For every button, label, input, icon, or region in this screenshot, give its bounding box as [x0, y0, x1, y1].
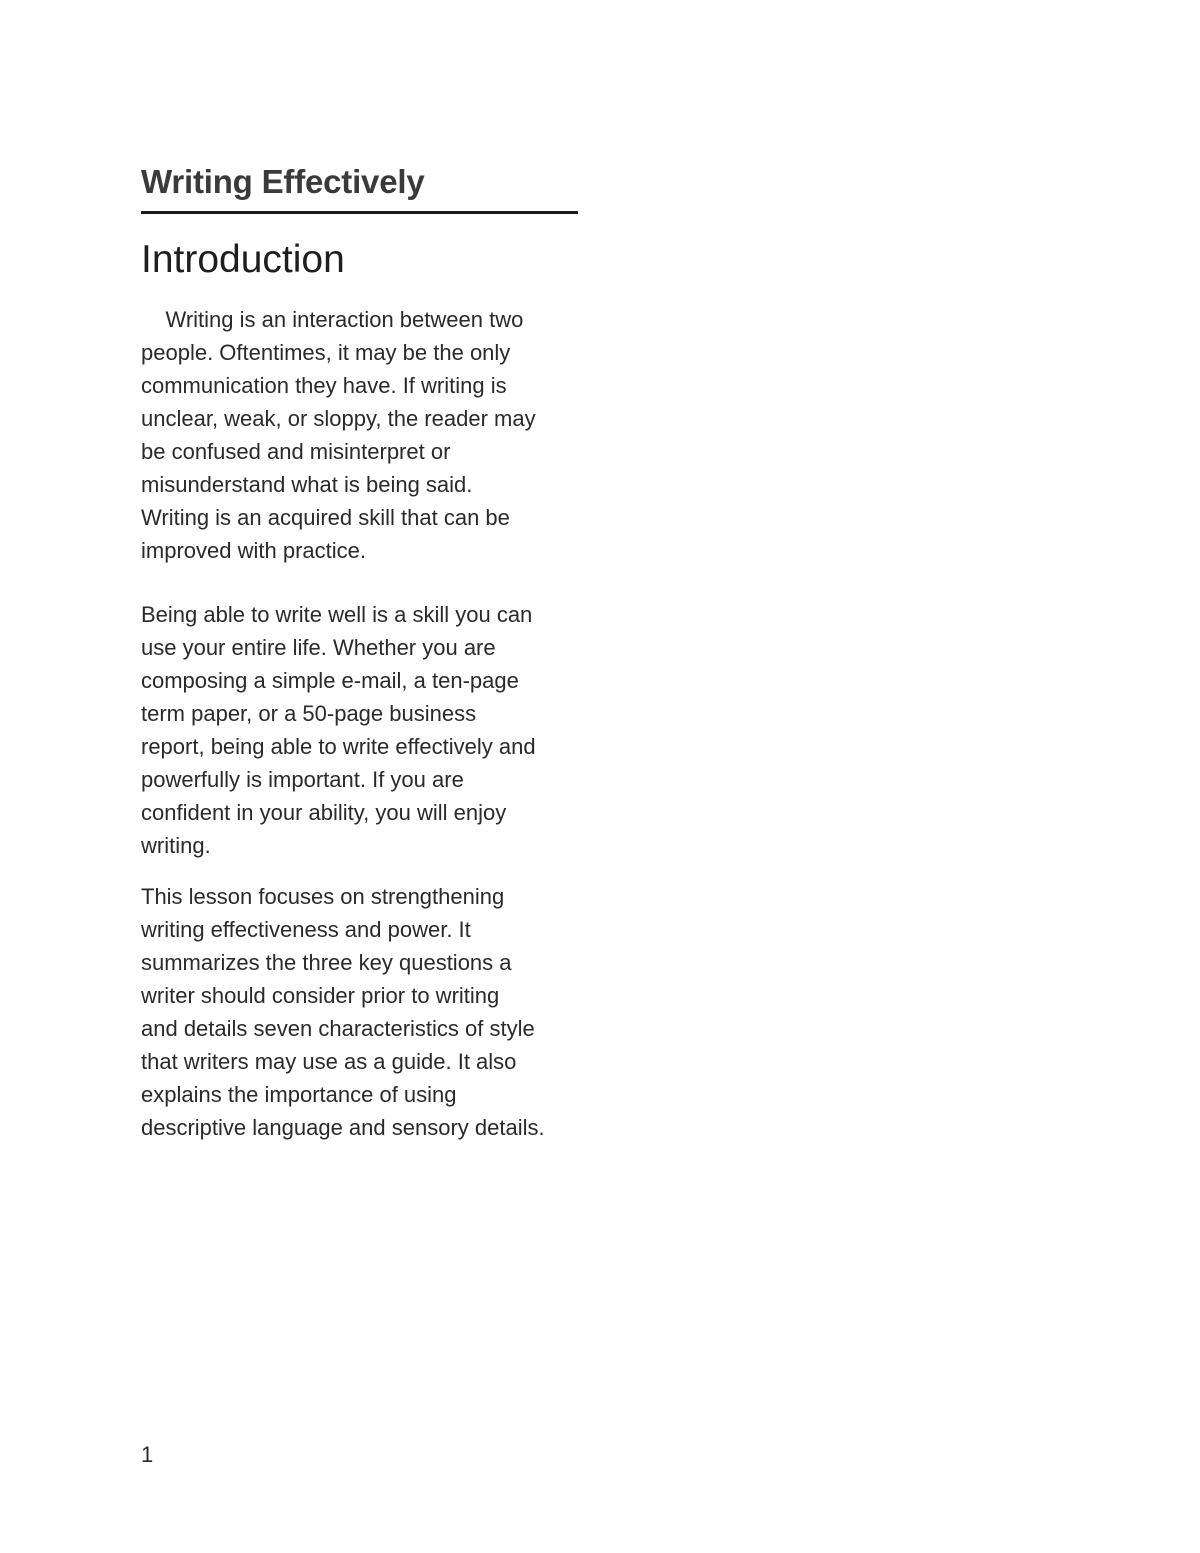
intro-paragraph-1: Writing is an interaction between two people. Oftentimes, it may be the only communication they have. If writing is unclear, weak, or sloppy, the reader may be confused and misinterpret or misunderstand what is being said. Writing is an acquired skill that can be improved with practice. [141, 307, 536, 563]
section-heading-introduction: Introduction [141, 238, 345, 281]
document-title: Writing Effectively [141, 163, 425, 200]
intro-paragraph-2: Being able to write well is a skill you can use your entire life. Whether you are composing a simple e-mail, a ten-page term paper, or a 50-page business report, being able to write effectively and powerfully is important. If you are confident in your ability, you will enjoy writing. [141, 602, 536, 858]
page-number: 1 [141, 1442, 154, 1467]
intro-paragraph-3: This lesson focuses on strengthening writing effectiveness and power. It summarizes the three key questions a writer should consider prior to writing and details seven characteristics of style that writers may use as a guide. It also explains the importance of using descriptive language and sensory details. [141, 884, 545, 1140]
title-underline-rule [141, 211, 578, 214]
